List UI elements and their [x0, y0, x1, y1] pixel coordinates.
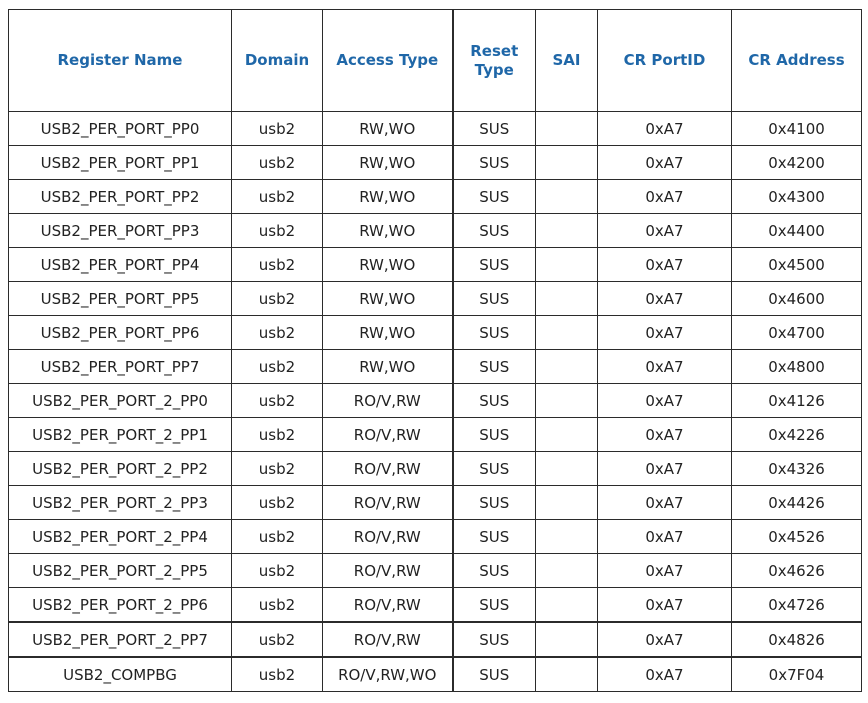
cell-register-name: USB2_PER_PORT_PP6: [9, 316, 232, 350]
cell-domain: usb2: [232, 384, 323, 418]
cell-cr-address: 0x4600: [732, 282, 862, 316]
cell-cr-portid: 0xA7: [598, 112, 732, 146]
cell-sai: [536, 112, 598, 146]
cell-reset-type: SUS: [453, 622, 536, 657]
cell-cr-portid: 0xA7: [598, 520, 732, 554]
cell-access-type: RO/V,RW: [323, 452, 453, 486]
cell-domain: usb2: [232, 622, 323, 657]
cell-cr-address: 0x4700: [732, 316, 862, 350]
cell-cr-portid: 0xA7: [598, 622, 732, 657]
cell-sai: [536, 486, 598, 520]
cell-reset-type: SUS: [453, 180, 536, 214]
cell-register-name: USB2_COMPBG: [9, 657, 232, 692]
cell-domain: usb2: [232, 112, 323, 146]
cell-cr-address: 0x4400: [732, 214, 862, 248]
cell-register-name: USB2_PER_PORT_2_PP6: [9, 588, 232, 623]
cell-cr-portid: 0xA7: [598, 588, 732, 623]
cell-cr-address: 0x4126: [732, 384, 862, 418]
table-row: [9, 146, 862, 180]
cell-access-type: RO/V,RW: [323, 520, 453, 554]
cell-cr-portid: 0xA7: [598, 350, 732, 384]
cell-register-name: USB2_PER_PORT_2_PP2: [9, 452, 232, 486]
header-cr-address: CR Address: [732, 10, 862, 112]
cell-domain: usb2: [232, 486, 323, 520]
cell-cr-address: 0x7F04: [732, 657, 862, 692]
cell-reset-type: SUS: [453, 520, 536, 554]
cell-access-type: RO/V,RW: [323, 384, 453, 418]
header-register-name: Register Name: [9, 10, 232, 112]
cell-reset-type: SUS: [453, 452, 536, 486]
cell-cr-portid: 0xA7: [598, 418, 732, 452]
cell-access-type: RO/V,RW,WO: [323, 657, 453, 692]
cell-sai: [536, 622, 598, 657]
table-row: [9, 622, 862, 657]
cell-sai: [536, 214, 598, 248]
cell-access-type: RW,WO: [323, 248, 453, 282]
cell-sai: [536, 588, 598, 623]
cell-sai: [536, 146, 598, 180]
cell-domain: usb2: [232, 282, 323, 316]
cell-cr-portid: 0xA7: [598, 384, 732, 418]
cell-reset-type: SUS: [453, 418, 536, 452]
cell-reset-type: SUS: [453, 112, 536, 146]
cell-cr-address: 0x4100: [732, 112, 862, 146]
cell-cr-address: 0x4526: [732, 520, 862, 554]
table-row: [9, 486, 862, 520]
cell-register-name: USB2_PER_PORT_2_PP0: [9, 384, 232, 418]
cell-reset-type: SUS: [453, 350, 536, 384]
cell-reset-type: SUS: [453, 282, 536, 316]
cell-reset-type: SUS: [453, 588, 536, 623]
cell-access-type: RW,WO: [323, 282, 453, 316]
cell-reset-type: SUS: [453, 248, 536, 282]
cell-sai: [536, 282, 598, 316]
cell-access-type: RW,WO: [323, 350, 453, 384]
cell-cr-portid: 0xA7: [598, 452, 732, 486]
cell-register-name: USB2_PER_PORT_PP0: [9, 112, 232, 146]
cell-sai: [536, 418, 598, 452]
table-row: [9, 248, 862, 282]
cell-sai: [536, 657, 598, 692]
cell-sai: [536, 554, 598, 588]
cell-sai: [536, 384, 598, 418]
cell-access-type: RO/V,RW: [323, 622, 453, 657]
cell-register-name: USB2_PER_PORT_PP5: [9, 282, 232, 316]
table-row: [9, 384, 862, 418]
cell-register-name: USB2_PER_PORT_2_PP1: [9, 418, 232, 452]
cell-reset-type: SUS: [453, 486, 536, 520]
cell-domain: usb2: [232, 146, 323, 180]
table-row: [9, 554, 862, 588]
cell-register-name: USB2_PER_PORT_2_PP4: [9, 520, 232, 554]
cell-register-name: USB2_PER_PORT_PP2: [9, 180, 232, 214]
table-body: [9, 112, 862, 692]
cell-sai: [536, 316, 598, 350]
cell-register-name: USB2_PER_PORT_2_PP3: [9, 486, 232, 520]
table-row: [9, 418, 862, 452]
cell-cr-address: 0x4500: [732, 248, 862, 282]
cell-reset-type: SUS: [453, 316, 536, 350]
cell-domain: usb2: [232, 554, 323, 588]
cell-access-type: RW,WO: [323, 316, 453, 350]
cell-sai: [536, 180, 598, 214]
cell-domain: usb2: [232, 350, 323, 384]
header-sai: SAI: [536, 10, 598, 112]
header-access-type: Access Type: [323, 10, 453, 112]
cell-cr-address: 0x4626: [732, 554, 862, 588]
cell-cr-address: 0x4826: [732, 622, 862, 657]
table-row: [9, 588, 862, 623]
cell-cr-portid: 0xA7: [598, 657, 732, 692]
cell-access-type: RO/V,RW: [323, 418, 453, 452]
table-row: [9, 180, 862, 214]
cell-reset-type: SUS: [453, 384, 536, 418]
cell-domain: usb2: [232, 588, 323, 623]
cell-sai: [536, 452, 598, 486]
cell-reset-type: SUS: [453, 146, 536, 180]
cell-domain: usb2: [232, 520, 323, 554]
cell-access-type: RW,WO: [323, 180, 453, 214]
cell-cr-portid: 0xA7: [598, 282, 732, 316]
cell-access-type: RW,WO: [323, 146, 453, 180]
cell-access-type: RO/V,RW: [323, 486, 453, 520]
cell-register-name: USB2_PER_PORT_PP1: [9, 146, 232, 180]
cell-sai: [536, 520, 598, 554]
cell-domain: usb2: [232, 657, 323, 692]
cell-access-type: RO/V,RW: [323, 554, 453, 588]
cell-sai: [536, 350, 598, 384]
table-row: [9, 282, 862, 316]
cell-cr-address: 0x4326: [732, 452, 862, 486]
header-reset-type: Reset Type: [453, 10, 536, 112]
cell-reset-type: SUS: [453, 214, 536, 248]
cell-access-type: RW,WO: [323, 214, 453, 248]
cell-cr-address: 0x4800: [732, 350, 862, 384]
cell-register-name: USB2_PER_PORT_PP7: [9, 350, 232, 384]
cell-cr-portid: 0xA7: [598, 248, 732, 282]
cell-cr-portid: 0xA7: [598, 486, 732, 520]
table-row: [9, 350, 862, 384]
cell-register-name: USB2_PER_PORT_PP3: [9, 214, 232, 248]
register-table: [8, 9, 862, 692]
table-row: [9, 214, 862, 248]
cell-reset-type: SUS: [453, 554, 536, 588]
cell-domain: usb2: [232, 418, 323, 452]
table-row: [9, 452, 862, 486]
cell-cr-address: 0x4300: [732, 180, 862, 214]
table-row: [9, 112, 862, 146]
cell-cr-address: 0x4726: [732, 588, 862, 623]
cell-reset-type: SUS: [453, 657, 536, 692]
cell-domain: usb2: [232, 248, 323, 282]
cell-register-name: USB2_PER_PORT_2_PP5: [9, 554, 232, 588]
cell-access-type: RW,WO: [323, 112, 453, 146]
cell-sai: [536, 248, 598, 282]
cell-cr-address: 0x4226: [732, 418, 862, 452]
header-cr-portid: CR PortID: [598, 10, 732, 112]
cell-access-type: RO/V,RW: [323, 588, 453, 623]
cell-cr-portid: 0xA7: [598, 146, 732, 180]
cell-cr-address: 0x4200: [732, 146, 862, 180]
cell-register-name: USB2_PER_PORT_PP4: [9, 248, 232, 282]
cell-cr-portid: 0xA7: [598, 214, 732, 248]
cell-domain: usb2: [232, 180, 323, 214]
cell-domain: usb2: [232, 452, 323, 486]
table-row: [9, 520, 862, 554]
header-domain: Domain: [232, 10, 323, 112]
cell-domain: usb2: [232, 214, 323, 248]
table-row: [9, 316, 862, 350]
cell-cr-portid: 0xA7: [598, 180, 732, 214]
cell-register-name: USB2_PER_PORT_2_PP7: [9, 622, 232, 657]
cell-cr-portid: 0xA7: [598, 316, 732, 350]
header-row: [9, 10, 862, 112]
table-row: [9, 657, 862, 692]
cell-cr-address: 0x4426: [732, 486, 862, 520]
cell-domain: usb2: [232, 316, 323, 350]
cell-cr-portid: 0xA7: [598, 554, 732, 588]
